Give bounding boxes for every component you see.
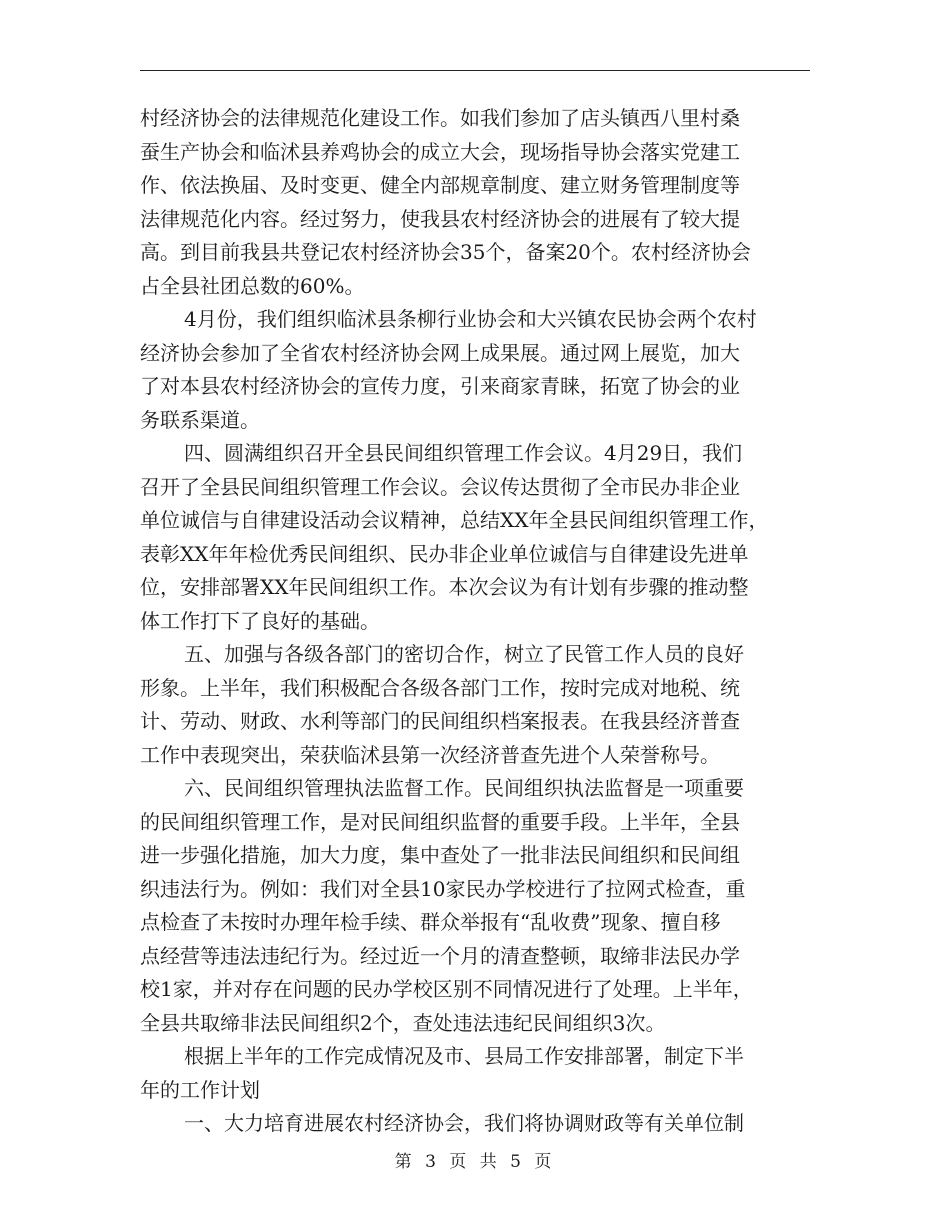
text-line: 计、劳动、财政、水利等部门的民间组织档案报表。在我县经济普查 [140, 709, 740, 733]
text-line: 了对本县农村经济协会的宣传力度，引来商家青睐，拓宽了协会的业 [140, 374, 740, 398]
header-rule [140, 70, 810, 71]
text-line: 织违法行为。例如：我们对全县10家民办学校进行了拉网式检查，重 [140, 876, 746, 901]
text-line: 年的工作计划 [140, 1077, 260, 1102]
text-line: 进一步强化措施，加大力度，集中查处了一批非法民间组织和民间组 [140, 843, 740, 867]
text-line: 经济协会参加了全省农村经济协会网上成果展。通过网上展览，加大 [140, 340, 740, 365]
text-line: 点经营等违法违纪行为。经过近一个月的清查整顿，取缔非法民办学 [140, 943, 740, 968]
text-line: 召开了全县民间组织管理工作会议。会议传达贯彻了全市民办非企业 [140, 474, 740, 499]
text-line: 体工作打下了良好的基础。 [140, 608, 380, 633]
text-line: 法律规范化内容。经过努力，使我县农村经济协会的进展有了较大提 [140, 206, 740, 231]
paragraph-start-line: 根据上半年的工作完成情况及市、县局工作安排部署，制定下半 [184, 1044, 744, 1068]
text-line: 务联系渠道。 [140, 407, 260, 432]
page-footer: 第 3 页 共 5 页 [394, 1152, 556, 1172]
paragraph-start-line: 一、大力培育进展农村经济协会，我们将协调财政等有关单位制 [184, 1111, 744, 1135]
text-line: 形象。上半年，我们积极配合各级各部门工作，按时完成对地税、统 [140, 675, 740, 700]
body-text [140, 102, 815, 1141]
text-line: 位，安排部署XX年民间组织工作。本次会议为有计划有步骤的推动整 [140, 575, 749, 599]
paragraph-start-line: 4月份，我们组织临沭县条柳行业协会和大兴镇农民协会两个农村 [184, 307, 757, 331]
text-line: 全县共取缔非法民间组织2个，查处违法违纪民间组织3次。 [140, 1010, 666, 1035]
text-line: 单位诚信与自律建设活动会议精神，总结XX年全县民间组织管理工作， [140, 508, 769, 532]
text-line: 的民间组织管理工作，是对民间组织监督的重要手段。上半年，全县 [140, 809, 740, 834]
text-line: 点检查了未按时办理年检手续、群众举报有“乱收费”现象、擅自移 [140, 910, 721, 934]
text-line: 村经济协会的法律规范化建设工作。如我们参加了店头镇西八里村桑 [140, 106, 740, 130]
text-line: 蚕生产协会和临沭县养鸡协会的成立大会，现场指导协会落实党建工 [140, 139, 740, 164]
text-line: 高。到目前我县共登记农村经济协会35个，备案20个。农村经济协会 [140, 240, 751, 264]
text-line: 占全县社团总数的60%。 [140, 273, 365, 298]
paragraph-start-line: 五、加强与各级各部门的密切合作，树立了民管工作人员的良好 [184, 642, 744, 666]
paragraph-start-line: 六、民间组织管理执法监督工作。民间组织执法监督是一项重要 [184, 776, 744, 800]
text-line: 工作中表现突出，荣获临沭县第一次经济普查先进个人荣誉称号。 [140, 742, 720, 767]
paragraph-start-line: 四、圆满组织召开全县民间组织管理工作会议。4月29日，我们 [184, 441, 743, 465]
text-line: 作、依法换届、及时变更、健全内部规章制度、建立财务管理制度等 [140, 173, 740, 197]
text-line: 校1家，并对存在问题的民办学校区别不同情况进行了处理。上半年， [140, 977, 753, 1001]
text-line: 表彰XX年年检优秀民间组织、民办非企业单位诚信与自律建设先进单 [140, 541, 749, 566]
